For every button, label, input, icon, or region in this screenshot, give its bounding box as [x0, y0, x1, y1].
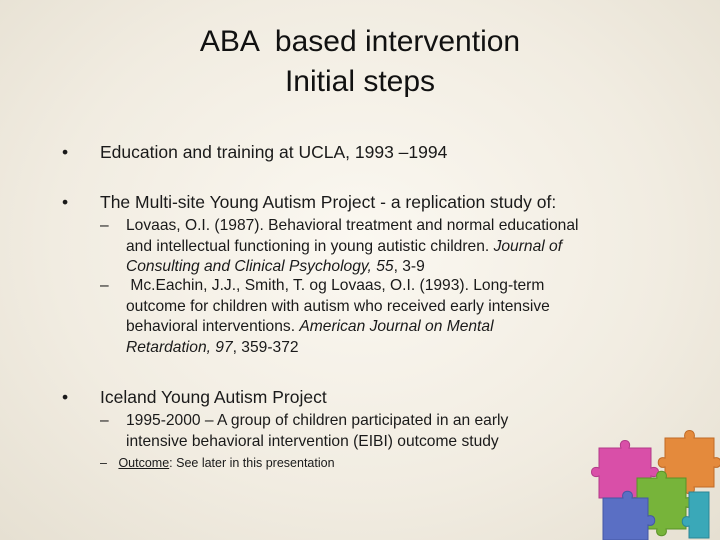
bullet-text: Iceland Young Autism Project [100, 387, 327, 407]
reference-text: Mc.Eachin, J.J., Smith, T. og Lovaas, O.I. (1993). Long-term outcome for children with autism who received early intensive behavioral interventions. American Journal on Mental Retardation, 97, 359-372 [126, 277, 550, 356]
puzzle-piece-blue-icon [603, 491, 655, 540]
sub-dash: – [100, 277, 109, 294]
iceland-text: 1995-2000 – A group of children participated in an early intensive behavioral intervention (EIBI) outcome study [126, 412, 509, 450]
bullet-symbol: • [62, 192, 69, 212]
reference-text: Lovaas, O.I. (1987). Behavioral treatment and normal educational and intellectual functioning in young autistic children. Journal of Consulting and Clinical Psychology, 55, 3-9 [126, 217, 579, 275]
sub-dash: – [100, 412, 109, 429]
bullet-symbol: • [62, 387, 69, 407]
bullet-text: The Multi-site Young Autism Project - a replication study of: [100, 192, 557, 212]
outcome-note [100, 455, 335, 471]
outcome-label: Outcome [118, 456, 170, 470]
sub-dash: – [100, 456, 107, 470]
puzzle-pieces-image [585, 420, 720, 540]
bullet-symbol: • [62, 142, 69, 162]
sub-dash: – [100, 217, 109, 234]
outcome-text: : See later in this presentation [169, 456, 335, 470]
title-line-2: Initial steps [284, 65, 436, 98]
bullet-text: Education and training at UCLA, 1993 –1994 [100, 142, 448, 162]
title-line-1: ABA based intervention [199, 25, 521, 58]
slide-title [0, 22, 720, 102]
